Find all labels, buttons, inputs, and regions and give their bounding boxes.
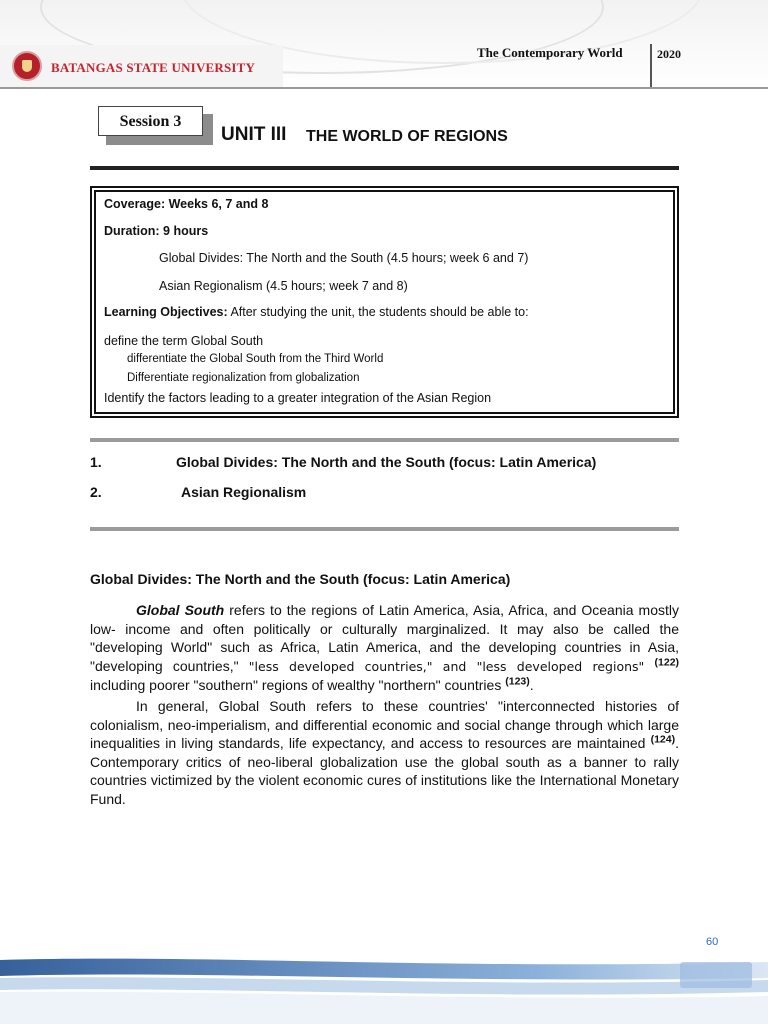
learning-objectives: [104, 305, 529, 319]
paragraph-text: In general, Global South refers to these countries' "interconnected histories of colonialism, neo-imperialism, and differential economic and social change through which large inequalities in living standards, life expectancy, and access to resources are maintained: [90, 698, 679, 751]
unit-title: THE WORLD OF REGIONS: [306, 128, 508, 145]
footer-decoration: [0, 940, 768, 1024]
paragraph-text: . Contemporary critics of neo-liberal globalization use the global south as a banner to rally countries victimized by the violent economic cures of institutions like the International Monetary Fund.: [90, 735, 679, 807]
unit-number: UNIT III: [221, 124, 287, 145]
coverage-topic: Global Divides: The North and the South (4.5 hours; week 6 and 7): [159, 251, 529, 265]
coverage-line: Coverage: Weeks 6, 7 and 8: [104, 197, 269, 211]
paragraph-text: refers to the regions of Latin America, Asia, Africa, and Oceania mostly low- income and often politically or culturally marginalized. It may also be called the "developing World" such as Africa, Latin America, and the developing countries in Asia, "developing countries,": [90, 602, 679, 674]
duration-line: Duration: 9 hours: [104, 224, 209, 238]
paragraph-text: .: [529, 677, 534, 693]
objective-item: differentiate the Global South from the Third World: [127, 353, 384, 365]
learning-objectives-label: Learning Objectives:: [104, 305, 228, 319]
university-name: BATANGAS STATE UNIVERSITY: [51, 60, 256, 75]
objective-item: Differentiate regionalization from globalization: [127, 372, 360, 384]
paragraph-text: "less developed countries," and "less developed regions": [248, 658, 645, 674]
citation-ref: (124): [650, 733, 676, 746]
section-divider: [90, 438, 679, 442]
citation-ref: (122): [654, 655, 680, 668]
objective-item: Identify the factors leading to a greater integration of the Asian Region: [104, 391, 492, 405]
topic-number: 1.: [90, 454, 102, 470]
paragraph-general: [90, 697, 679, 808]
term-global-south: Global South: [136, 602, 225, 618]
paragraph-text: including poorer "southern" regions of wealthy "northern" countries: [90, 677, 506, 693]
course-title: The Contemporary World: [477, 45, 623, 60]
header-divider: [650, 44, 652, 88]
university-seal-icon: [12, 51, 42, 81]
unit-divider: [90, 166, 679, 170]
session-label: Session 3: [98, 106, 203, 136]
paragraph-global-south: [90, 601, 679, 695]
topic-label: Global Divides: The North and the South (focus: Latin America): [176, 454, 597, 470]
learning-objectives-intro: After studying the unit, the students should be able to:: [227, 305, 529, 319]
page-number: 60: [706, 936, 719, 948]
citation-ref: (123): [505, 675, 530, 688]
topic-label: Asian Regionalism: [181, 484, 307, 500]
header-rule: [0, 87, 768, 89]
section-heading: Global Divides: The North and the South (focus: Latin America): [90, 571, 511, 587]
section-divider: [90, 527, 679, 531]
topic-number: 2.: [90, 484, 102, 500]
header-year: 2020: [657, 47, 681, 61]
objective-item: define the term Global South: [104, 334, 264, 348]
coverage-topic: Asian Regionalism (4.5 hours; week 7 and 8): [159, 279, 408, 293]
